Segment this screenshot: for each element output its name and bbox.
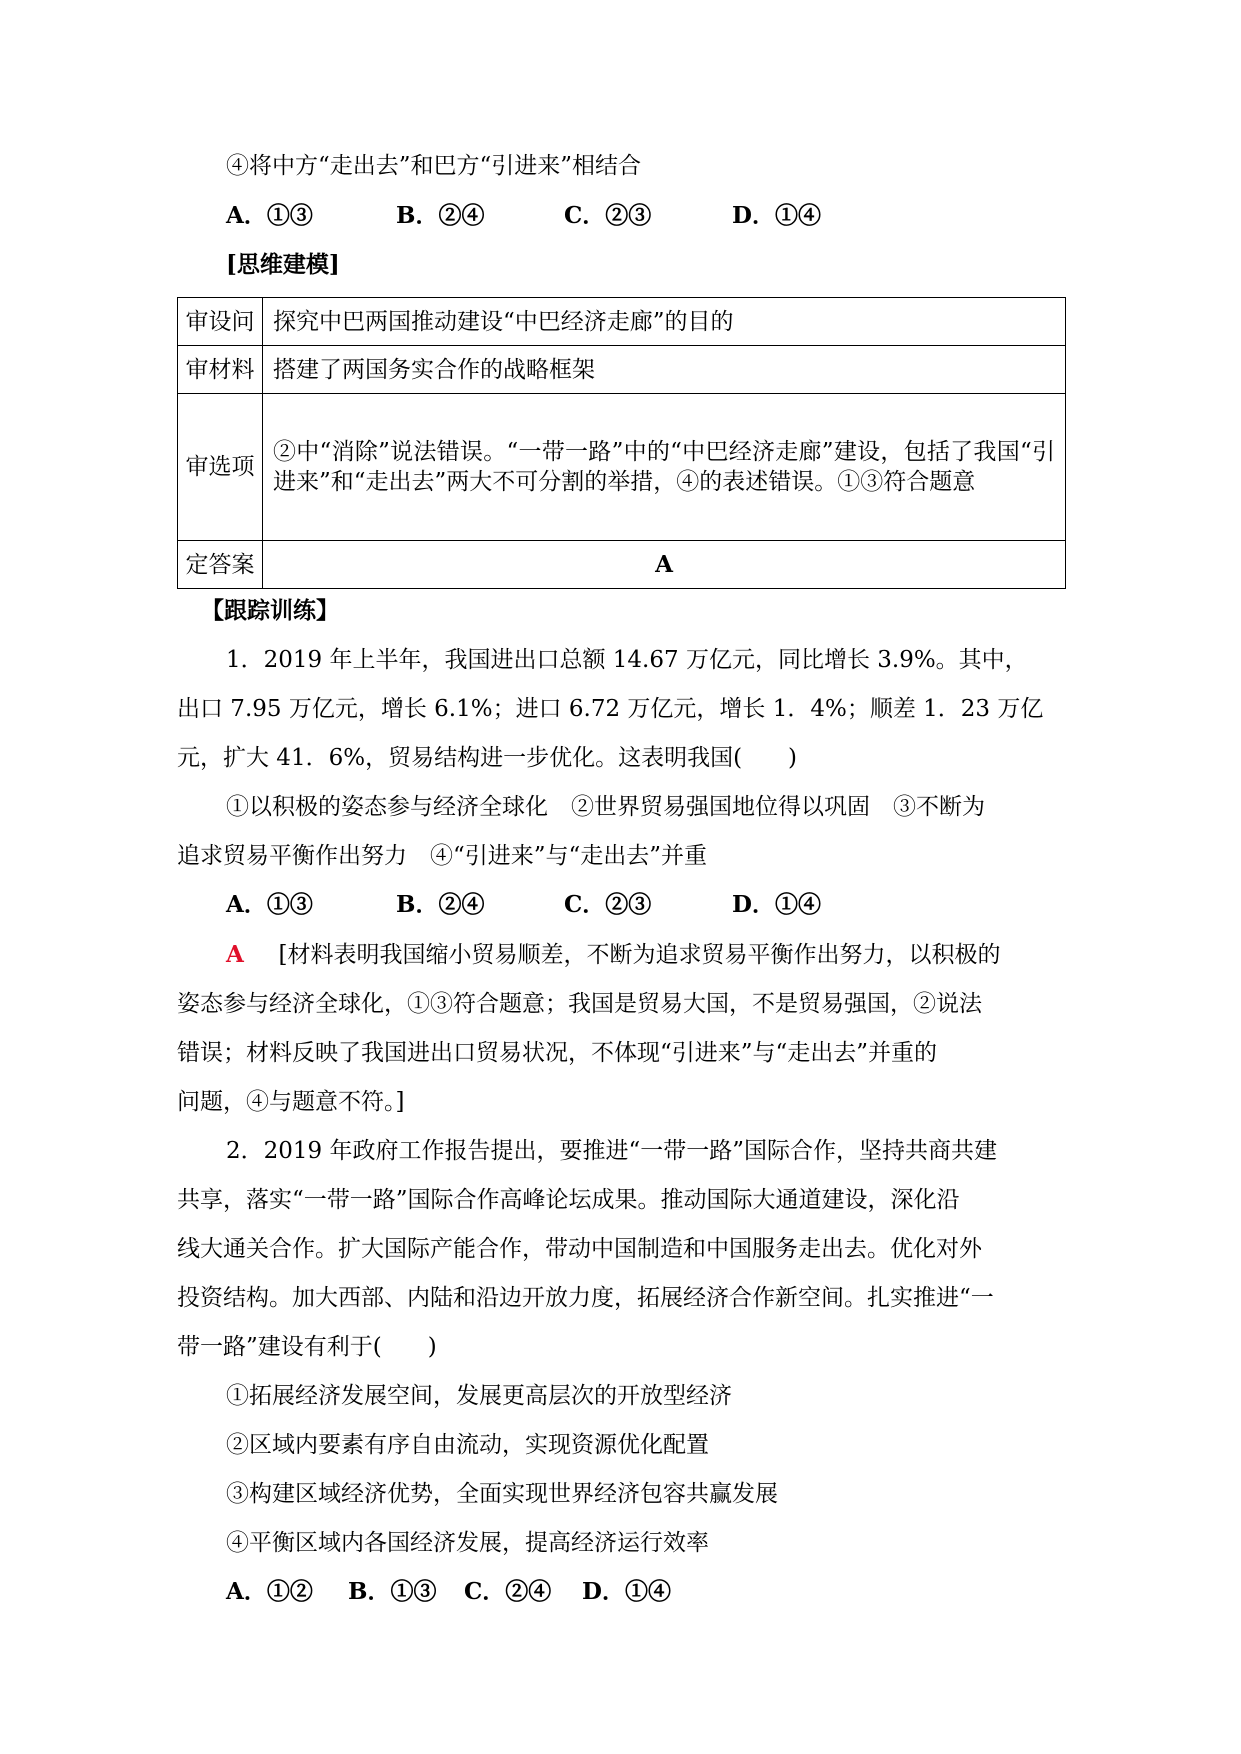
row-content: A — [263, 541, 1066, 589]
thinking-model-table — [177, 297, 1066, 589]
q2-statement: ③构建区域经济优势，全面实现世界经济包容共赢发展 — [226, 1481, 778, 1507]
choice-b: B．②④ — [396, 891, 485, 918]
thinking-model-heading: [思维建模] — [226, 251, 340, 278]
explanation-line: 错误；材料反映了我国进出口贸易状况，不体现“引进来”与“走出去”并重的 — [177, 1040, 938, 1066]
q2-statement: ①拓展经济发展空间，发展更高层次的开放型经济 — [226, 1383, 732, 1409]
choice-a: A．①② — [226, 1578, 313, 1605]
row-label: 审材料 — [178, 346, 263, 394]
q2-line: 2．2019 年政府工作报告提出，要推进“一带一路”国际合作，坚持共商共建 — [226, 1138, 997, 1164]
answer-letter: A — [226, 941, 244, 968]
choice-b: B．①③ — [348, 1578, 437, 1605]
table-row — [178, 298, 1066, 346]
training-heading: 【跟踪训练】 — [201, 597, 339, 624]
choice-d: D．①④ — [732, 202, 821, 229]
choice-b: B．②④ — [396, 202, 485, 229]
q1-line: 元，扩大 41．6%，贸易结构进一步优化。这表明我国( ) — [177, 745, 798, 771]
choice-c: C．②③ — [564, 202, 652, 229]
q2-line: 共享，落实“一带一路”国际合作高峰论坛成果。推动国际大通道建设，深化沿 — [177, 1187, 960, 1213]
choice-d: D．①④ — [732, 891, 821, 918]
row-label: 审选项 — [178, 394, 263, 541]
table-row — [178, 394, 1066, 541]
explanation-line: 姿态参与经济全球化，①③符合题意；我国是贸易大国，不是贸易强国，②说法 — [177, 991, 982, 1017]
table-row — [178, 346, 1066, 394]
explanation-line: 问题，④与题意不符。] — [177, 1089, 405, 1115]
table-row — [178, 541, 1066, 589]
q1-explanation-first — [226, 940, 1000, 970]
q2-statement: ④平衡区域内各国经济发展，提高经济运行效率 — [226, 1530, 709, 1556]
q2-line: 带一路”建设有利于( ) — [177, 1334, 437, 1360]
row-label: 审设问 — [178, 298, 263, 346]
row-content: 探究中巴两国推动建设“中巴经济走廊”的目的 — [263, 298, 1066, 346]
q1-statement: 追求贸易平衡作出努力 ④“引进来”与“走出去”并重 — [177, 843, 708, 869]
option-statement-4: ④将中方“走出去”和巴方“引进来”相结合 — [226, 153, 642, 179]
choice-c: C．②③ — [564, 891, 652, 918]
choice-c: C．②④ — [464, 1578, 552, 1605]
q1-line: 出口 7.95 万亿元，增长 6.1%；进口 6.72 万亿元，增长 1．4%；顺差 1．23 万亿 — [177, 696, 1044, 722]
q2-line: 投资结构。加大西部、内陆和沿边开放力度，拓展经济合作新空间。扎实推进“一 — [177, 1285, 994, 1311]
choice-a: A．①③ — [226, 202, 313, 229]
explanation-line: [材料表明我国缩小贸易顺差，不断为追求贸易平衡作出努力，以积极的 — [278, 942, 1001, 968]
q2-line: 线大通关合作。扩大国际产能合作，带动中国制造和中国服务走出去。优化对外 — [177, 1236, 982, 1262]
row-content: ②中“消除”说法错误。“一带一路”中的“中巴经济走廊”建设，包括了我国“引进来”和“走出去”两大不可分割的举措，④的表述错误。①③符合题意 — [263, 394, 1066, 541]
q2-statement: ②区域内要素有序自由流动，实现资源优化配置 — [226, 1432, 709, 1458]
q1-line: 1．2019 年上半年，我国进出口总额 14.67 万亿元，同比增长 3.9%。其中， — [226, 647, 1028, 673]
choice-d: D．①④ — [582, 1578, 671, 1605]
row-content: 搭建了两国务实合作的战略框架 — [263, 346, 1066, 394]
choice-a: A．①③ — [226, 891, 313, 918]
row-label: 定答案 — [178, 541, 263, 589]
q1-statement: ①以积极的姿态参与经济全球化 ②世界贸易强国地位得以巩固 ③不断为 — [226, 794, 985, 820]
